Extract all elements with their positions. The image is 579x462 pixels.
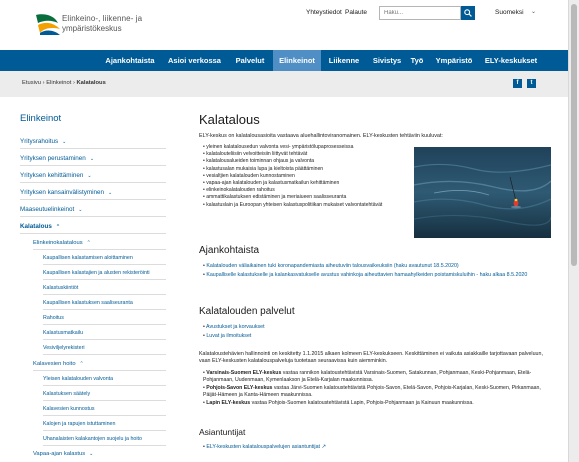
chevron-down-icon: ⌄	[108, 190, 113, 196]
page-title: Kalatalous	[199, 112, 260, 127]
sidebar-item-kehittaminen[interactable]	[20, 172, 92, 179]
logo-line-1: Elinkeino-, liikenne- ja	[62, 14, 143, 23]
divider	[43, 430, 166, 431]
sidebar-item-perustaminen[interactable]	[20, 155, 94, 162]
list-item	[203, 385, 551, 399]
nav-palvelut[interactable]: Palvelut	[235, 56, 265, 65]
nav-elinkeinot[interactable]: Elinkeinot	[273, 50, 321, 71]
experts-list	[203, 444, 543, 453]
sidebar-item-label: Maaseutuelinkeinot	[20, 206, 75, 213]
logo-line-2: ympäristökeskus	[62, 24, 122, 33]
main-content	[195, 97, 555, 462]
center-name: Lapin ELY-keskus	[206, 400, 251, 407]
center-text: vastaa Pohjois-Suomen kalatoustehtävistä Lapin, Pohjois-Pohjanmaan ja Kainuun maakunnissa.	[250, 400, 474, 407]
chevron-down-icon: ⌄	[87, 173, 92, 179]
sidebar-item-rahoitus[interactable]: Rahoitus	[43, 315, 64, 321]
sidebar	[0, 97, 178, 462]
sidebar-item-aloittaminen[interactable]: Kaupallisen kalastamisen aloittaminen	[43, 255, 133, 261]
twitter-share-icon[interactable]: t	[527, 79, 536, 88]
list-item: • yleinen kalatalousedun valvonta vesi- ympäristölupaprosesseissa	[203, 144, 389, 151]
chevron-right-icon: ›	[42, 80, 47, 86]
feedback-link[interactable]: Palaute	[345, 9, 368, 16]
divider	[33, 370, 166, 371]
site-header	[0, 0, 568, 50]
center-name: Pohjois-Savon ELY-keskus	[206, 385, 273, 392]
sidebar-item-yritysrahoitus[interactable]	[20, 138, 66, 145]
sidebar-item-kalatalous[interactable]	[20, 223, 60, 230]
sidebar-item-label: Yrityksen kehittäminen	[20, 172, 84, 179]
nav-liikenne[interactable]: Liikenne	[328, 56, 360, 65]
chevron-up-icon: ⌃	[79, 361, 84, 367]
chevron-up-icon: ⌃	[55, 224, 61, 230]
duties-list	[203, 144, 389, 209]
search-input[interactable]	[379, 6, 461, 20]
list-item	[203, 400, 551, 407]
centers-list	[203, 370, 551, 408]
organisation-text: Kalataloustehävien hallinnointi on keskitetty 1.1.2015 alkaen kolmeen ELY-keskukseen. Keskittäminen ei vaikuta asiakkaille tarjottavaan palveluun, vaan ELY-keskusten kalatalouspalveluja tuotetaan seuraavissa kuin aiemminkin.	[199, 351, 543, 365]
breadcrumb-etusivu[interactable]: Etusivu	[22, 80, 42, 86]
divider	[20, 148, 166, 149]
news-list	[203, 263, 543, 281]
sidebar-item-kiintiot[interactable]: Kalastuskiintiöt	[43, 285, 79, 291]
divider	[43, 415, 166, 416]
divider	[43, 309, 166, 310]
main-navigation	[0, 50, 568, 71]
search-button[interactable]	[461, 6, 475, 20]
chevron-up-icon: ⌃	[86, 240, 91, 246]
divider	[20, 165, 166, 166]
chevron-right-icon: ›	[72, 80, 77, 86]
divider	[43, 445, 166, 446]
scrollbar-thumb[interactable]	[571, 4, 577, 266]
divider	[43, 279, 166, 280]
service-link[interactable]: Luvat ja ilmoitukset	[206, 333, 252, 340]
divider	[43, 294, 166, 295]
divider	[20, 199, 166, 200]
chevron-down-icon: ⌄	[78, 207, 83, 213]
sidebar-item-label: Yrityksen perustaminen	[20, 155, 86, 162]
sidebar-item-label: Vapaa-ajan kalastus	[33, 451, 86, 457]
chevron-down-icon: ⌄	[89, 156, 95, 162]
sidebar-item-kunnostus[interactable]: Kalavesien kunnostus	[43, 406, 95, 412]
nav-tyo[interactable]: Työ	[410, 56, 424, 65]
sidebar-item-suojelu[interactable]: Uhanalaisten kalakantojen suojelu ja hoito	[43, 436, 142, 442]
chevron-down-icon: ⌄	[62, 139, 67, 145]
sidebar-title: Elinkeinot	[20, 113, 62, 124]
breadcrumb	[22, 80, 106, 86]
nav-ymparisto[interactable]: Ympäristö	[435, 56, 473, 65]
list-item: • kalastuslain ja Euroopan yhteisen kalastuspolitiikan mukaiset valvontatehtävät	[203, 202, 389, 209]
sidebar-item-kalavesien-hoito[interactable]	[33, 361, 84, 367]
sidebar-item-elinkeinokalatalous[interactable]	[33, 240, 91, 246]
sidebar-item-label: Elinkeinokalatalous	[33, 240, 83, 246]
service-link[interactable]: Avustukset ja korvaukset	[206, 324, 265, 330]
intro-text: ELY-keskus on kalatalousasioita vastaava aluehallintoviranomainen. ELY-keskusten tehtäviin kuuluvat:	[199, 133, 443, 139]
services-list	[203, 324, 543, 342]
sidebar-item-label: Kalatalous	[20, 223, 52, 230]
list-item: • kalatalouteliisiin velvoitteisiin liittyvät tehtävät	[203, 151, 389, 158]
sidebar-item-rekisterointi[interactable]: Kaupallisen kalastajien ja alusten rekisteröinti	[43, 270, 150, 276]
divider	[43, 385, 166, 386]
sidebar-item-label: Kalavesien hoito	[33, 361, 76, 367]
list-item: • vesialtjien kalatalouden kunnostaminen	[203, 173, 389, 180]
language-selector[interactable]: Suomeksi	[495, 9, 524, 16]
sidebar-item-istuttaminen[interactable]: Kalojen ja rapujen istuttaminen	[43, 421, 116, 427]
experts-link[interactable]: ELY-keskusten kalatalouspalvelujen asiantuntijat ↗	[206, 444, 326, 450]
nav-asioi-verkossa[interactable]: Asioi verkossa	[168, 56, 221, 65]
sidebar-item-valvonta[interactable]: Yleisen kalatalouden valvonta	[43, 376, 114, 382]
divider	[43, 400, 166, 401]
sidebar-item-maaseutuelinkeinot[interactable]	[20, 206, 82, 213]
center-text: vastaa rannikon kalatoustehtävistä Varsinais-Suomen, Satakunnan, Pohjanmaan, Keski-Pohjanmaan, Etelä-Pohjanmaan, Uudenmaan, Kymenlaakson ja Etelä-Karjalan maakunnissa.	[203, 370, 532, 384]
divider	[20, 233, 166, 234]
experts-heading: Asiantuntijat	[199, 427, 246, 437]
divider	[43, 354, 166, 355]
divider	[43, 324, 166, 325]
news-link[interactable]: Kalatalouden väliaikainen tuki koronapandemiasta aiheutuviin talousvaikeuksiin (haku avautunut 18.5.2020)	[206, 263, 459, 269]
sidebar-item-label: Yrityksen kansainvälistyminen	[20, 189, 104, 196]
services-heading: Kalatalouden palvelut	[199, 306, 295, 317]
nav-ajankohtaista[interactable]: Ajankohtaista	[105, 56, 155, 65]
list-item: • ammattikalastuksen edistäminen ja meriaiueen saalisseuranta	[203, 194, 389, 201]
nav-sivistys[interactable]: Sivistys	[372, 56, 402, 65]
sidebar-item-vapaa-ajan-kalastus[interactable]	[33, 451, 93, 457]
list-item: • vapaa-ajan kalatalouden ja kalastusmatkailun kehittäminen	[203, 180, 389, 187]
list-item: • elinkeinokalatalouden rahoitus	[203, 187, 389, 194]
list-item	[203, 370, 551, 384]
search-icon	[464, 9, 472, 17]
news-heading: Ajankohtaista	[199, 245, 260, 256]
sidebar-item-kansainvalistyminen[interactable]	[20, 189, 112, 196]
page-scrollbar[interactable]	[568, 0, 579, 462]
news-link[interactable]: Kaupalliselle kalastukselle ja kalankasvatukselle avustus vahinkoja aiheuttavien hamaahylkeiden poistamiskuluihin - haku alkaa 8.5.2020	[206, 272, 528, 279]
breadcrumb-bar	[0, 71, 568, 97]
center-text: vastaa Järvi-Suomen kalatoustehtävistä Pohjois-Savon, Etelä-Savon, Pohjois-Karjalan, Keski-Suomen, Pirkanmaan, Päijät-Hämeen ja Kanta-Hämeen maakunnissa.	[203, 385, 541, 399]
nav-ely-keskukset[interactable]: ELY-keskukset	[484, 56, 538, 65]
center-name: Varsinais-Suomen ELY-keskus	[206, 370, 282, 376]
divider	[43, 264, 166, 265]
sidebar-item-vesiviljelyrekisteri[interactable]: Vesiviljelyrekisteri	[43, 345, 85, 351]
divider	[20, 216, 166, 217]
breadcrumb-current: Kalatalous	[76, 80, 106, 86]
divider	[20, 182, 166, 183]
divider	[43, 339, 166, 340]
sidebar-item-saately[interactable]: Kalastuksen säätely	[43, 391, 91, 397]
breadcrumb-elinkeinot[interactable]: Elinkeinot	[46, 80, 72, 86]
list-item: • kalatalousalueiden toiminnan ohjaus ja valvonta	[203, 158, 389, 165]
divider	[33, 249, 166, 250]
sidebar-item-saaliseuranta[interactable]: Kaupallisen kalastuksen saaliseuranta	[43, 300, 133, 306]
lake-photo	[414, 147, 551, 238]
sidebar-item-kalastusmatkailu[interactable]: Kalastusmatkailu	[43, 330, 84, 336]
sidebar-item-label: Yritysrahoitus	[20, 138, 59, 145]
contact-link[interactable]: Yhteystiedot	[306, 9, 342, 16]
facebook-share-icon[interactable]: f	[513, 79, 522, 88]
chevron-down-icon[interactable]: ⌄	[531, 9, 537, 15]
list-item: • kalastusalan mukaisia lupa ja kieltoista päättäminen	[203, 166, 389, 173]
chevron-down-icon: ⌄	[89, 451, 94, 457]
